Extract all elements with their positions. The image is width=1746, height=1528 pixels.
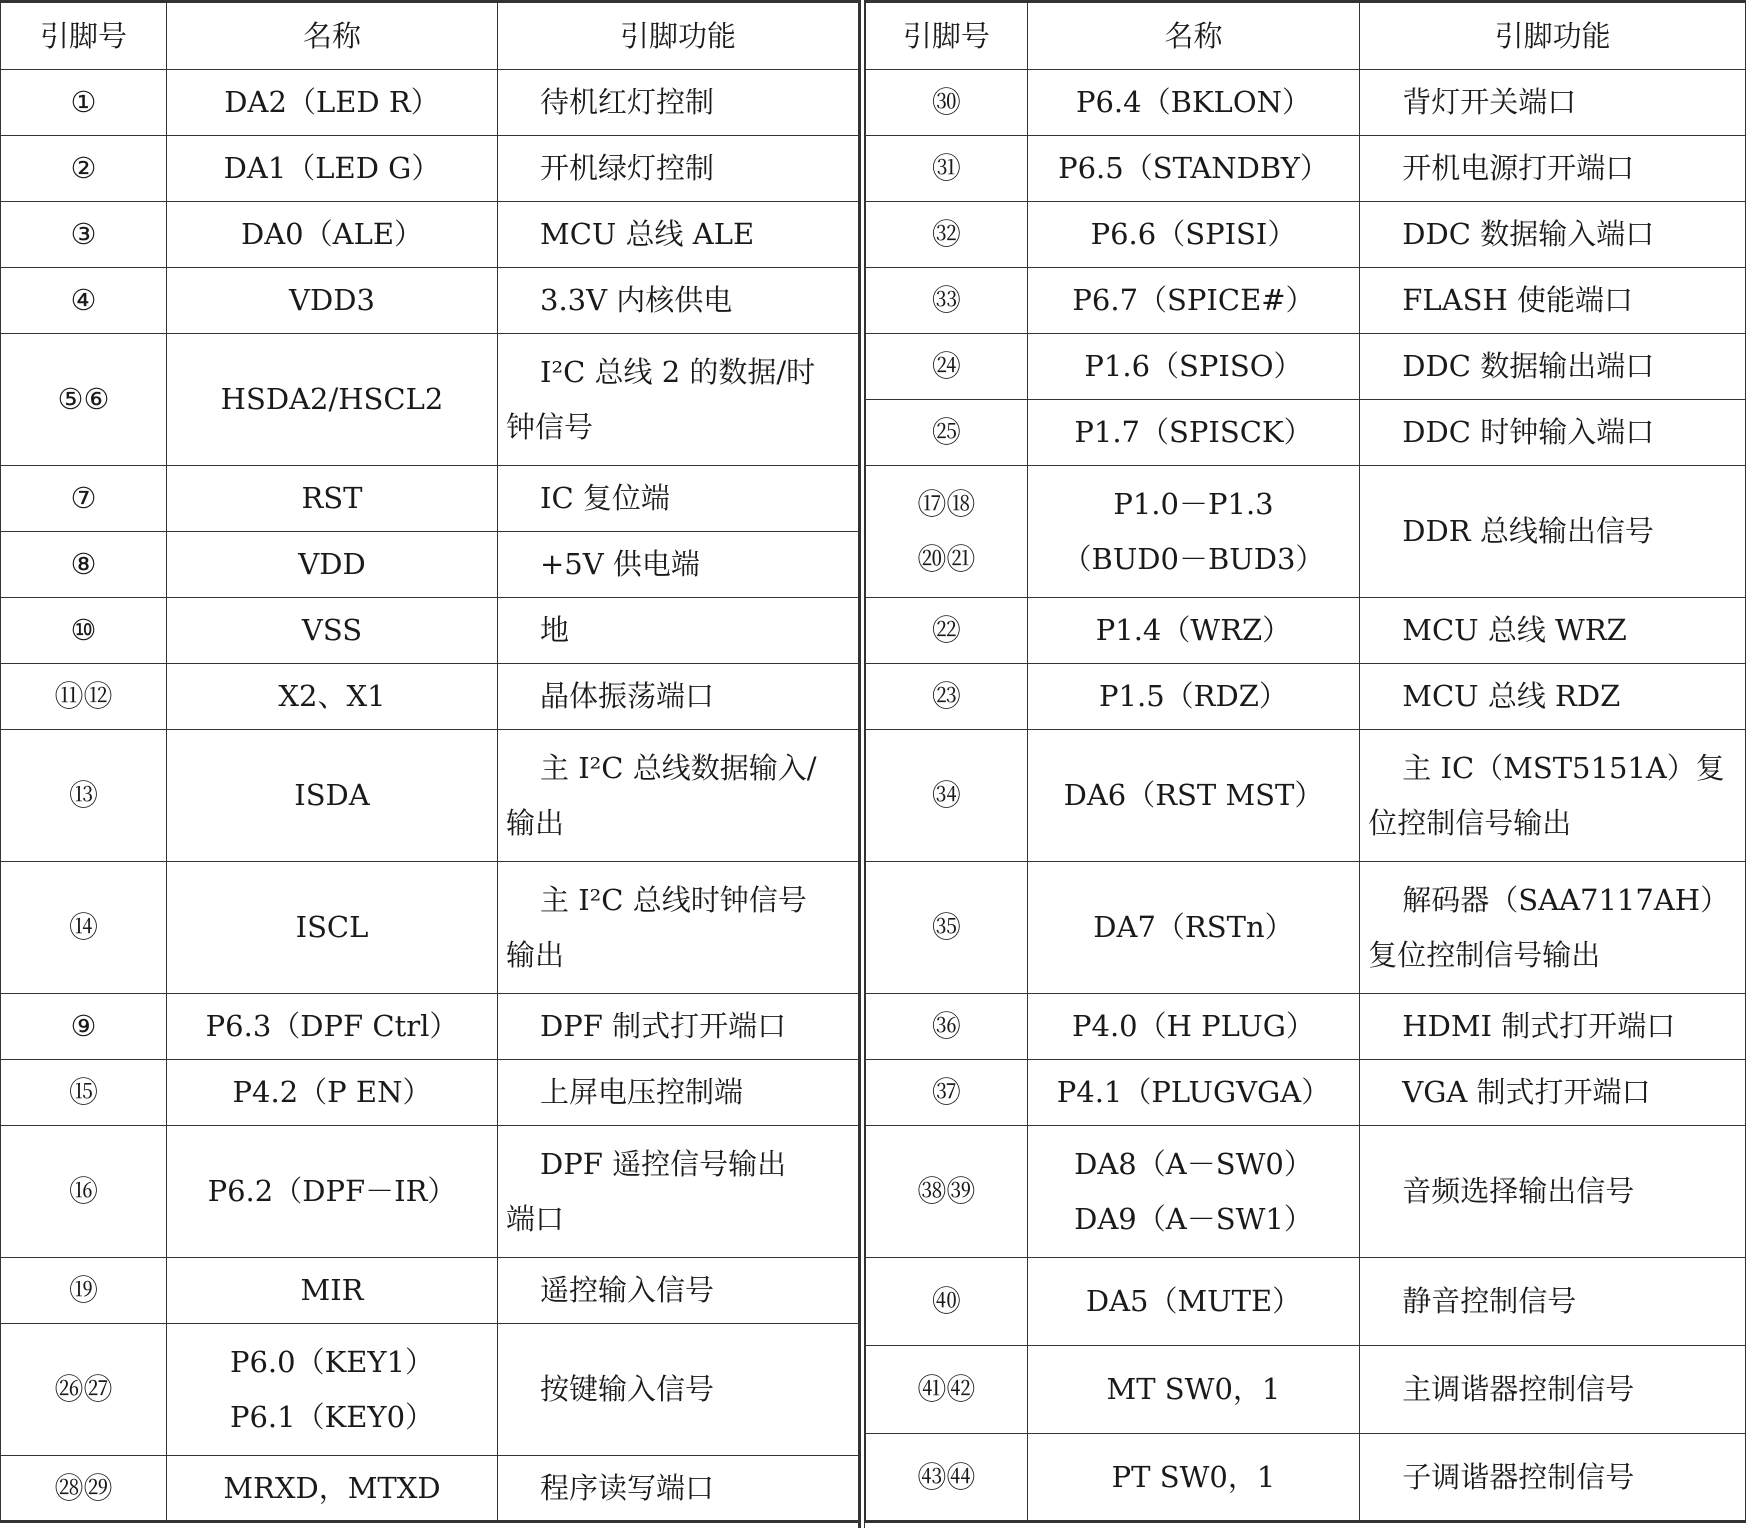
name-cell-line: P6.4（BKLON） (1075, 85, 1311, 119)
table-row (866, 1060, 1746, 1126)
name-cell (167, 1258, 498, 1324)
function-cell-line: DDC 数据输入端口 (1402, 217, 1655, 251)
function-cell-line: 程序读写端口 (540, 1470, 715, 1505)
name-cell (167, 136, 498, 202)
function-cell (1360, 598, 1746, 664)
pin-cell (866, 70, 1028, 136)
table-row (866, 598, 1746, 664)
name-cell-line: VDD3 (289, 283, 375, 317)
name-cell-line: MT SW0，1 (1106, 1372, 1281, 1406)
pin-cell-line: ② (70, 151, 97, 185)
pin-cell (1, 1060, 167, 1126)
table-row (866, 400, 1746, 466)
function-cell (498, 70, 859, 136)
name-cell (167, 1456, 498, 1522)
function-cell (1360, 334, 1746, 400)
pin-cell-line: ㉞ (931, 778, 961, 812)
table-row (866, 136, 1746, 202)
name-cell (167, 598, 498, 664)
function-cell (1360, 70, 1746, 136)
pin-cell-line: ㉛ (931, 151, 961, 185)
pin-cell-line: ③ (70, 217, 97, 251)
pin-cell (866, 598, 1028, 664)
function-cell-line: 待机红灯控制 (540, 85, 715, 119)
pin-cell-line: ⑬ (68, 778, 98, 812)
function-cell-line: 主 IC（MST5151A）复 (1402, 750, 1725, 785)
function-cell-line: 端口 (506, 1201, 565, 1236)
table-row (1, 136, 859, 202)
name-cell-line: P1.0－P1.3 (1113, 486, 1274, 521)
function-cell (1360, 202, 1746, 268)
name-cell-line: P1.4（WRZ） (1095, 613, 1292, 647)
function-cell-line: 3.3V 内核供电 (540, 283, 733, 317)
header-func: 引脚功能 (498, 2, 859, 70)
table-row (866, 994, 1746, 1060)
pin-cell (1, 1456, 167, 1522)
table-row (1, 664, 859, 730)
function-cell-line: 开机电源打开端口 (1402, 151, 1635, 185)
function-cell-line: 背灯开关端口 (1402, 85, 1577, 119)
header-name: 名称 (1027, 2, 1360, 70)
name-cell-line: MRXD，MTXD (223, 1470, 441, 1505)
table-row (866, 730, 1746, 862)
pin-cell (1, 862, 167, 994)
table-header-row (866, 2, 1746, 70)
pin-cell-line: ⑤⑥ (57, 382, 110, 416)
pin-table-left (0, 0, 859, 1523)
function-cell-line: VGA 制式打开端口 (1402, 1075, 1651, 1109)
function-cell (1360, 466, 1746, 598)
function-cell-line: 主调谐器控制信号 (1402, 1372, 1635, 1406)
function-cell-line: FLASH 使能端口 (1402, 283, 1633, 317)
pin-cell-line: ④ (70, 283, 97, 317)
table-row (1, 70, 859, 136)
name-cell-line: RST (301, 481, 363, 515)
table-row (866, 202, 1746, 268)
function-cell (1360, 1258, 1746, 1346)
function-cell (1360, 1126, 1746, 1258)
function-cell (498, 1126, 859, 1258)
table-row (866, 268, 1746, 334)
name-cell-line: P1.5（RDZ） (1099, 679, 1288, 713)
function-cell (498, 598, 859, 664)
pin-cell (866, 730, 1028, 862)
table-row (866, 1434, 1746, 1522)
name-cell-line: P6.6（SPISI） (1090, 217, 1297, 251)
table-row (1, 532, 859, 598)
name-cell-line: P6.1（KEY0） (229, 1399, 435, 1434)
table-row (1, 1060, 859, 1126)
function-cell-line: MCU 总线 WRZ (1402, 613, 1627, 647)
table-row (866, 466, 1746, 598)
name-cell-line: DA7（RSTn） (1093, 910, 1294, 944)
function-cell (498, 1060, 859, 1126)
pin-cell-line: ⑪⑫ (54, 679, 113, 713)
pin-cell (1, 136, 167, 202)
pin-cell (1, 1324, 167, 1456)
function-cell-line: I²C 总线 2 的数据/时 (540, 354, 816, 389)
name-cell (1027, 1258, 1360, 1346)
function-cell (498, 532, 859, 598)
header-name: 名称 (167, 2, 498, 70)
function-cell (498, 730, 859, 862)
function-cell (498, 664, 859, 730)
pin-cell (866, 268, 1028, 334)
name-cell (167, 466, 498, 532)
function-cell-line: 音频选择输出信号 (1402, 1174, 1635, 1208)
function-cell-line: DDC 时钟输入端口 (1402, 415, 1655, 449)
function-cell-line: 位控制信号输出 (1368, 805, 1572, 840)
table-row (866, 334, 1746, 400)
pin-cell (1, 598, 167, 664)
pin-cell (866, 1060, 1028, 1126)
pin-cell-line: ⑩ (70, 613, 97, 647)
function-cell (498, 136, 859, 202)
name-cell-line: P6.5（STANDBY） (1058, 151, 1329, 185)
function-cell (1360, 994, 1746, 1060)
pin-cell-line: ⑮ (68, 1075, 98, 1109)
pin-cell-line: ① (70, 85, 97, 119)
table-row (1, 1126, 859, 1258)
table-row (1, 598, 859, 664)
pin-cell-line: ㊸㊹ (917, 1459, 976, 1494)
pin-cell (1, 1258, 167, 1324)
function-cell (1360, 136, 1746, 202)
name-cell (167, 268, 498, 334)
function-cell-line: DPF 制式打开端口 (540, 1009, 787, 1043)
function-cell (498, 466, 859, 532)
function-cell-line: 地 (540, 613, 570, 647)
table-row (866, 1346, 1746, 1434)
function-cell (498, 1456, 859, 1522)
function-cell (1360, 1434, 1746, 1522)
name-cell (1027, 1434, 1360, 1522)
table-row (1, 268, 859, 334)
pin-cell-line: ㊱ (931, 1009, 961, 1043)
name-cell-line: P4.1（PLUGVGA） (1056, 1075, 1331, 1109)
function-cell (1360, 268, 1746, 334)
name-cell (167, 70, 498, 136)
table-row (866, 862, 1746, 994)
name-cell (1027, 730, 1360, 862)
name-cell-line: PT SW0，1 (1111, 1459, 1276, 1494)
table-row (866, 1258, 1746, 1346)
pin-cell-line: ㊵ (931, 1284, 961, 1318)
name-cell (1027, 70, 1360, 136)
pin-cell (866, 1126, 1028, 1258)
pin-cell (866, 994, 1028, 1060)
column-divider (858, 0, 861, 1528)
name-cell (167, 1324, 498, 1456)
function-cell-line: 输出 (506, 937, 565, 972)
pin-cell-line: ㊶㊷ (917, 1372, 976, 1406)
function-cell (1360, 400, 1746, 466)
function-cell-line: 按键输入信号 (540, 1372, 715, 1406)
function-cell-line: +5V 供电端 (540, 547, 700, 581)
pin-cell (1, 202, 167, 268)
pin-table-right (865, 0, 1746, 1523)
pin-cell-line: ㉜ (931, 217, 961, 251)
function-cell (498, 202, 859, 268)
pin-cell (866, 400, 1028, 466)
function-cell-line: IC 复位端 (540, 481, 670, 515)
pin-cell-line: ⑯ (68, 1174, 98, 1208)
name-cell-line: X2、X1 (278, 679, 386, 713)
name-cell (1027, 598, 1360, 664)
table-row (866, 1126, 1746, 1258)
pin-cell-line: ⑨ (70, 1009, 97, 1043)
name-cell (167, 994, 498, 1060)
name-cell (1027, 1126, 1360, 1258)
name-cell-line: MIR (300, 1273, 364, 1307)
function-cell-line: 钟信号 (506, 409, 594, 444)
pin-cell (866, 334, 1028, 400)
function-cell-line: 输出 (506, 805, 565, 840)
name-cell (167, 334, 498, 466)
table-row (1, 1324, 859, 1456)
name-cell (167, 1060, 498, 1126)
table-row (1, 1258, 859, 1324)
pin-cell-line: ⑭ (68, 910, 98, 944)
pin-cell-line: ⑲ (68, 1273, 98, 1307)
table-row (866, 70, 1746, 136)
function-cell-line: DDC 数据输出端口 (1402, 349, 1655, 383)
name-cell (167, 202, 498, 268)
name-cell-line: P6.3（DPF Ctrl） (205, 1009, 459, 1043)
pin-cell (866, 202, 1028, 268)
pin-cell-line: ㉚ (931, 85, 961, 119)
function-cell-line: 静音控制信号 (1402, 1284, 1577, 1318)
header-pin: 引脚号 (1, 2, 167, 70)
pin-cell-line: ㉔ (931, 349, 961, 383)
name-cell (1027, 268, 1360, 334)
table-row (1, 1456, 859, 1522)
name-cell-line: P1.7（SPISCK） (1074, 415, 1313, 449)
function-cell (498, 334, 859, 466)
name-cell-line: P4.0（H PLUG） (1072, 1009, 1315, 1043)
function-cell-line: 子调谐器控制信号 (1402, 1459, 1635, 1494)
pin-cell (1, 466, 167, 532)
function-cell (498, 994, 859, 1060)
table-row (1, 730, 859, 862)
name-cell-line: ISDA (294, 778, 370, 812)
function-cell-line: 解码器（SAA7117AH） (1402, 882, 1730, 917)
pin-cell (1, 70, 167, 136)
table-header-row (1, 2, 859, 70)
pin-cell (866, 136, 1028, 202)
function-cell (498, 862, 859, 994)
function-cell-line: 主 I²C 总线时钟信号 (540, 882, 807, 917)
name-cell (1027, 400, 1360, 466)
pin-cell (866, 862, 1028, 994)
name-cell (1027, 1060, 1360, 1126)
name-cell-line: P6.0（KEY1） (229, 1344, 435, 1379)
function-cell-line: MCU 总线 RDZ (1402, 679, 1621, 713)
pin-cell (866, 466, 1028, 598)
name-cell-line: P6.7（SPICE#） (1072, 283, 1315, 317)
name-cell (167, 532, 498, 598)
pin-cell-line: ㉖㉗ (54, 1372, 113, 1406)
function-cell-line: 晶体振荡端口 (540, 679, 715, 713)
name-cell-line: DA6（RST MST） (1063, 778, 1324, 812)
name-cell (1027, 862, 1360, 994)
name-cell-line: DA9（A－SW1） (1074, 1201, 1313, 1236)
name-cell (1027, 994, 1360, 1060)
pin-cell (1, 1126, 167, 1258)
name-cell (1027, 664, 1360, 730)
table-row (1, 994, 859, 1060)
function-cell (498, 1258, 859, 1324)
name-cell (167, 664, 498, 730)
name-cell (1027, 202, 1360, 268)
table-row (1, 466, 859, 532)
pin-cell-line: ㉕ (931, 415, 961, 449)
table-row (1, 202, 859, 268)
name-cell-line: DA0（ALE） (240, 217, 423, 251)
pin-cell-line: ⑧ (70, 547, 97, 581)
pin-cell-line: ⑳㉑ (917, 541, 976, 576)
name-cell-line: DA8（A－SW0） (1074, 1146, 1313, 1181)
function-cell (1360, 730, 1746, 862)
function-cell-line: 上屏电压控制端 (540, 1075, 744, 1109)
function-cell (1360, 664, 1746, 730)
pin-cell (866, 1434, 1028, 1522)
pin-cell-line: ⑰⑱ (917, 486, 976, 521)
function-cell-line: 开机绿灯控制 (540, 151, 715, 185)
pin-cell-line: ⑦ (70, 481, 97, 515)
name-cell-line: ISCL (295, 910, 369, 944)
pin-cell-line: ㉘㉙ (54, 1470, 113, 1505)
function-cell (1360, 862, 1746, 994)
pin-cell-line: ㉝ (931, 283, 961, 317)
pin-cell-line: ㉒ (931, 613, 961, 647)
pin-cell (1, 730, 167, 862)
table-row (1, 862, 859, 994)
pin-cell (866, 1258, 1028, 1346)
name-cell-line: VSS (301, 613, 363, 647)
name-cell-line: （BUD0－BUD3） (1062, 541, 1325, 576)
function-cell-line: MCU 总线 ALE (540, 217, 755, 251)
function-cell (1360, 1346, 1746, 1434)
pin-cell-line: ㉟ (931, 910, 961, 944)
name-cell (1027, 466, 1360, 598)
name-cell-line: DA1（LED G） (223, 151, 441, 185)
name-cell-line: P1.6（SPISO） (1084, 349, 1303, 383)
function-cell-line: DDR 总线输出信号 (1402, 514, 1654, 548)
pin-cell-line: ㊲ (931, 1075, 961, 1109)
pin-cell (1, 334, 167, 466)
pin-cell (1, 664, 167, 730)
function-cell-line: DPF 遥控信号输出 (540, 1146, 787, 1181)
function-cell-line: 主 I²C 总线数据输入/ (540, 750, 817, 785)
function-cell (498, 268, 859, 334)
table-row (866, 664, 1746, 730)
name-cell-line: DA2（LED R） (224, 85, 440, 119)
function-cell-line: 复位控制信号输出 (1368, 937, 1601, 972)
header-pin: 引脚号 (866, 2, 1028, 70)
name-cell-line: HSDA2/HSCL2 (220, 382, 444, 416)
name-cell (167, 862, 498, 994)
pin-cell (866, 1346, 1028, 1434)
function-cell-line: HDMI 制式打开端口 (1402, 1009, 1676, 1043)
name-cell (1027, 136, 1360, 202)
pin-cell (1, 994, 167, 1060)
name-cell (1027, 1346, 1360, 1434)
table-row (1, 334, 859, 466)
pin-cell (1, 268, 167, 334)
function-cell-line: 遥控输入信号 (540, 1273, 715, 1307)
name-cell-line: P6.2（DPF－IR） (207, 1174, 457, 1208)
pin-cell-line: ㉓ (931, 679, 961, 713)
function-cell (1360, 1060, 1746, 1126)
pin-cell (1, 532, 167, 598)
name-cell (167, 730, 498, 862)
name-cell-line: VDD (298, 547, 366, 581)
pin-cell (866, 664, 1028, 730)
header-func: 引脚功能 (1360, 2, 1746, 70)
name-cell (1027, 334, 1360, 400)
name-cell-line: DA5（MUTE） (1085, 1284, 1302, 1318)
function-cell (498, 1324, 859, 1456)
pin-cell-line: ㊳㊴ (917, 1174, 976, 1208)
name-cell (167, 1126, 498, 1258)
name-cell-line: P4.2（P EN） (232, 1075, 432, 1109)
